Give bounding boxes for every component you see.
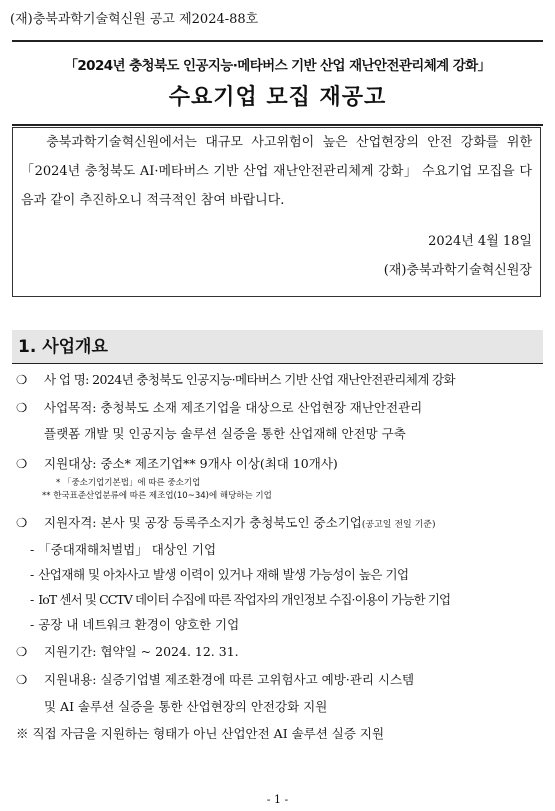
list-item xyxy=(16,454,541,474)
intro-text-body: 충북과학기술혁신원에서는 대규모 사고위험이 높은 산업현장의 안전 강화를 위한 「2024년 충청북도 AI·메타버스 기반 산업 재난안전관리체계 강화」 수요기업 모집을 다음과 같이 추진하오니 적극적인 참여 바랍니다. xyxy=(21,135,532,208)
qualification-4: 공장 내 네트워크 환경이 양호한 기업 xyxy=(38,617,240,632)
bullet-icon: ❍ xyxy=(16,672,28,687)
support-target: 지원대상: 중소* 제조기업** 9개사 이상(최대 10개사) xyxy=(44,456,338,471)
list-item xyxy=(16,398,541,418)
qualification-3: IoT 센서 및 CCTV 데이터 수집에 따른 작업자의 개인정보 수집·이용이 가능한 기업 xyxy=(38,592,451,607)
list-item xyxy=(16,370,541,390)
title-box xyxy=(12,40,543,126)
qualification: 지원자격: 본사 및 공장 등록주소지가 충청북도인 중소기업 xyxy=(44,515,362,530)
support-content-1: 지원내용: 실증기업별 제조환경에 따른 고위험사고 예방·관리 시스템 xyxy=(44,672,415,687)
list-item xyxy=(16,513,541,535)
page-number: - 1 - xyxy=(266,793,289,806)
list-item-continuation xyxy=(16,424,541,444)
bullet-icon: ❍ xyxy=(16,400,28,415)
intro-text xyxy=(21,128,532,215)
support-period: 지원기간: 협약일 ~ 2024. 12. 31. xyxy=(44,644,239,659)
list-item-continuation xyxy=(16,697,541,717)
dash-icon: - xyxy=(30,567,35,582)
list-item xyxy=(16,565,541,585)
purpose-line-2: 플랫폼 개발 및 인공지능 솔루션 실증을 통한 산업재해 안전망 구축 xyxy=(44,426,406,441)
target-note-1: * 「중소기업기본법」에 따른 중소기업 xyxy=(56,478,201,488)
list-item xyxy=(16,540,541,560)
project-name: 사 업 명: 2024년 충청북도 인공지능·메타버스 기반 산업 재난안전관리체계 강화 xyxy=(44,372,456,387)
list-item xyxy=(16,615,541,635)
list-item xyxy=(16,590,541,610)
section-content xyxy=(16,370,541,744)
dash-icon: - xyxy=(30,592,35,607)
bullet-icon: ❍ xyxy=(16,456,28,471)
dash-icon: - xyxy=(30,542,35,557)
notice-number: (재)충북과학기술혁신원 공고 제2024-88호 xyxy=(10,12,259,27)
bullet-icon: ❍ xyxy=(16,372,28,387)
list-item xyxy=(16,670,541,690)
title-line-2: 수요기업 모집 재공고 xyxy=(168,85,387,110)
bullet-icon: ❍ xyxy=(16,644,28,659)
bullet-icon: ❍ xyxy=(16,515,28,530)
list-item xyxy=(16,642,541,662)
purpose-line-1: 사업목적: 충청북도 소재 제조기업을 대상으로 산업현장 재난안전관리 xyxy=(44,400,423,415)
qualification-1: 「중대재해처벌법」 대상인 기업 xyxy=(38,542,217,557)
issuer: (재)충북과학기술혁신원장 xyxy=(383,263,532,278)
title-line-1: 「2024년 충청북도 인공지능·메타버스 기반 산업 재난안전관리체계 강화」 xyxy=(64,58,491,74)
dash-icon: - xyxy=(30,617,35,632)
intro-box xyxy=(12,127,541,297)
section-heading: 1. 사업개요 xyxy=(12,330,543,364)
qualification-note: (공고일 전일 기준) xyxy=(361,520,436,530)
announcement-date: 2024년 4월 18일 xyxy=(428,234,532,249)
support-content-2: 및 AI 솔루션 실증을 통한 산업현장의 안전강화 지원 xyxy=(44,699,328,714)
qualification-2: 산업재해 및 아차사고 발생 이력이 있거나 재해 발생 가능성이 높은 기업 xyxy=(38,567,409,582)
remark: ※ 직접 자금을 지원하는 형태가 아닌 산업안전 AI 솔루션 실증 지원 xyxy=(16,726,385,741)
target-note-2: ** 한국표준산업분류에 따른 제조업(10~34)에 해당하는 기업 xyxy=(42,491,272,501)
